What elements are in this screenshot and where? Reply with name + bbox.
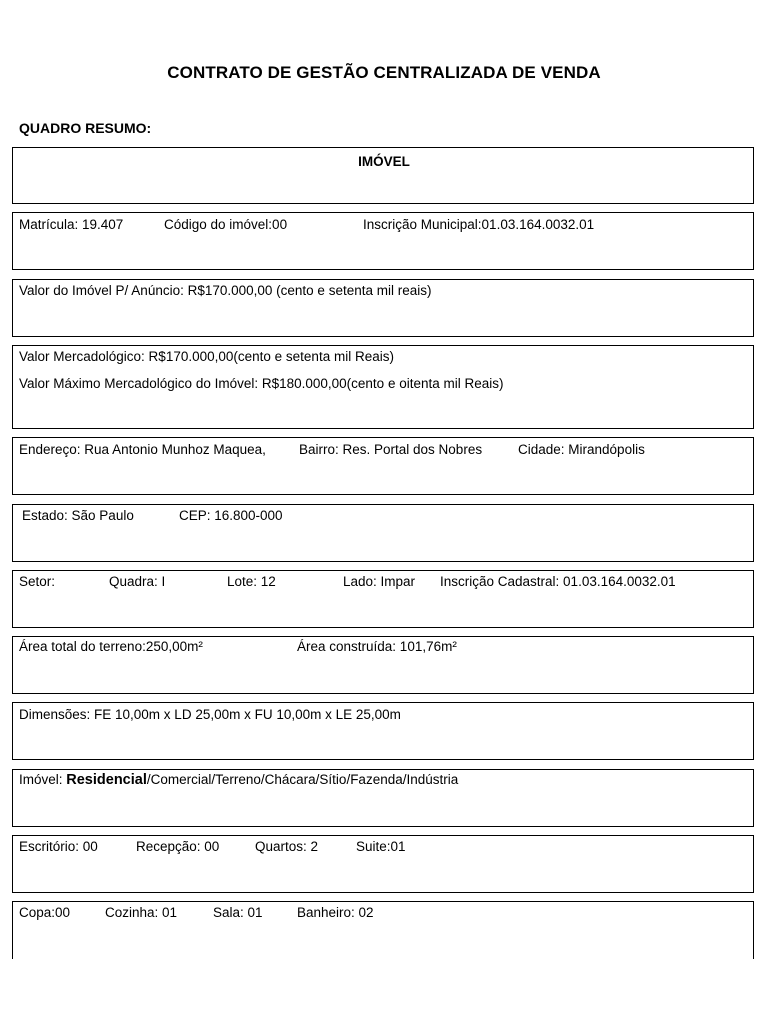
document-title: CONTRATO DE GESTÃO CENTRALIZADA DE VENDA bbox=[167, 63, 601, 82]
valor-anuncio-text: Valor do Imóvel P/ Anúncio: R$170.000,00 (cento e setenta mil reais) bbox=[19, 283, 432, 298]
box-comodos-1 bbox=[12, 835, 754, 893]
recepcao-text: Recepção: 00 bbox=[136, 839, 220, 854]
box-endereco bbox=[12, 437, 754, 495]
inscricao-cadastral-text: Inscrição Cadastral: 01.03.164.0032.01 bbox=[440, 574, 676, 589]
box-valor-mercadologico bbox=[12, 345, 754, 429]
matricula-text: Matrícula: 19.407 bbox=[19, 217, 124, 232]
box-matricula bbox=[12, 212, 754, 270]
box-estado bbox=[12, 504, 754, 562]
cep-text: CEP: 16.800-000 bbox=[179, 508, 283, 523]
setor-text: Setor: bbox=[19, 574, 56, 589]
box-dimensoes bbox=[12, 702, 754, 760]
box-comodos-2 bbox=[12, 901, 754, 959]
area-total-text: Área total do terreno:250,00m² bbox=[19, 639, 203, 654]
dimensoes-text: Dimensões: FE 10,00m x LD 25,00m x FU 10,00m x LE 25,00m bbox=[19, 707, 401, 722]
estado-text: Estado: São Paulo bbox=[22, 508, 134, 523]
copa-text: Copa:00 bbox=[19, 905, 71, 920]
section-title: QUADRO RESUMO: bbox=[19, 120, 152, 136]
banheiro-text: Banheiro: 02 bbox=[297, 905, 374, 920]
cidade-text: Cidade: Mirandópolis bbox=[518, 442, 645, 457]
codigo-imovel-text: Código do imóvel:00 bbox=[164, 217, 288, 232]
box-valor-anuncio bbox=[12, 279, 754, 337]
sala-text: Sala: 01 bbox=[213, 905, 263, 920]
box-imovel-header bbox=[12, 147, 754, 204]
valor-mercadologico-text: Valor Mercadológico: R$170.000,00(cento e setenta mil Reais) bbox=[19, 349, 394, 364]
imovel-header: IMÓVEL bbox=[358, 154, 410, 169]
endereco-text: Endereço: Rua Antonio Munhoz Maquea, bbox=[19, 442, 266, 457]
cozinha-text: Cozinha: 01 bbox=[105, 905, 178, 920]
tipo-imovel-selected: Residencial bbox=[66, 772, 147, 788]
box-area bbox=[12, 636, 754, 694]
box-tipo-imovel bbox=[12, 769, 754, 827]
suite-text: Suite:01 bbox=[356, 839, 406, 854]
bairro-text: Bairro: Res. Portal dos Nobres bbox=[299, 442, 483, 457]
quartos-text: Quartos: 2 bbox=[255, 839, 319, 854]
lado-text: Lado: Impar bbox=[343, 574, 416, 589]
quadra-text: Quadra: I bbox=[109, 574, 166, 589]
lote-text: Lote: 12 bbox=[227, 574, 276, 589]
tipo-imovel-label: Imóvel: bbox=[19, 772, 67, 787]
area-construida-text: Área construída: 101,76m² bbox=[297, 639, 457, 654]
inscricao-municipal-text: Inscrição Municipal:01.03.164.0032.01 bbox=[363, 217, 595, 232]
escritorio-text: Escritório: 00 bbox=[19, 839, 98, 854]
tipo-imovel-options: /Comercial/Terreno/Chácara/Sítio/Fazenda/Indústria bbox=[146, 772, 459, 787]
valor-maximo-text: Valor Máximo Mercadológico do Imóvel: R$180.000,00(cento e oitenta mil Reais) bbox=[19, 376, 504, 391]
box-setor bbox=[12, 570, 754, 628]
tipo-imovel-line bbox=[19, 772, 458, 788]
